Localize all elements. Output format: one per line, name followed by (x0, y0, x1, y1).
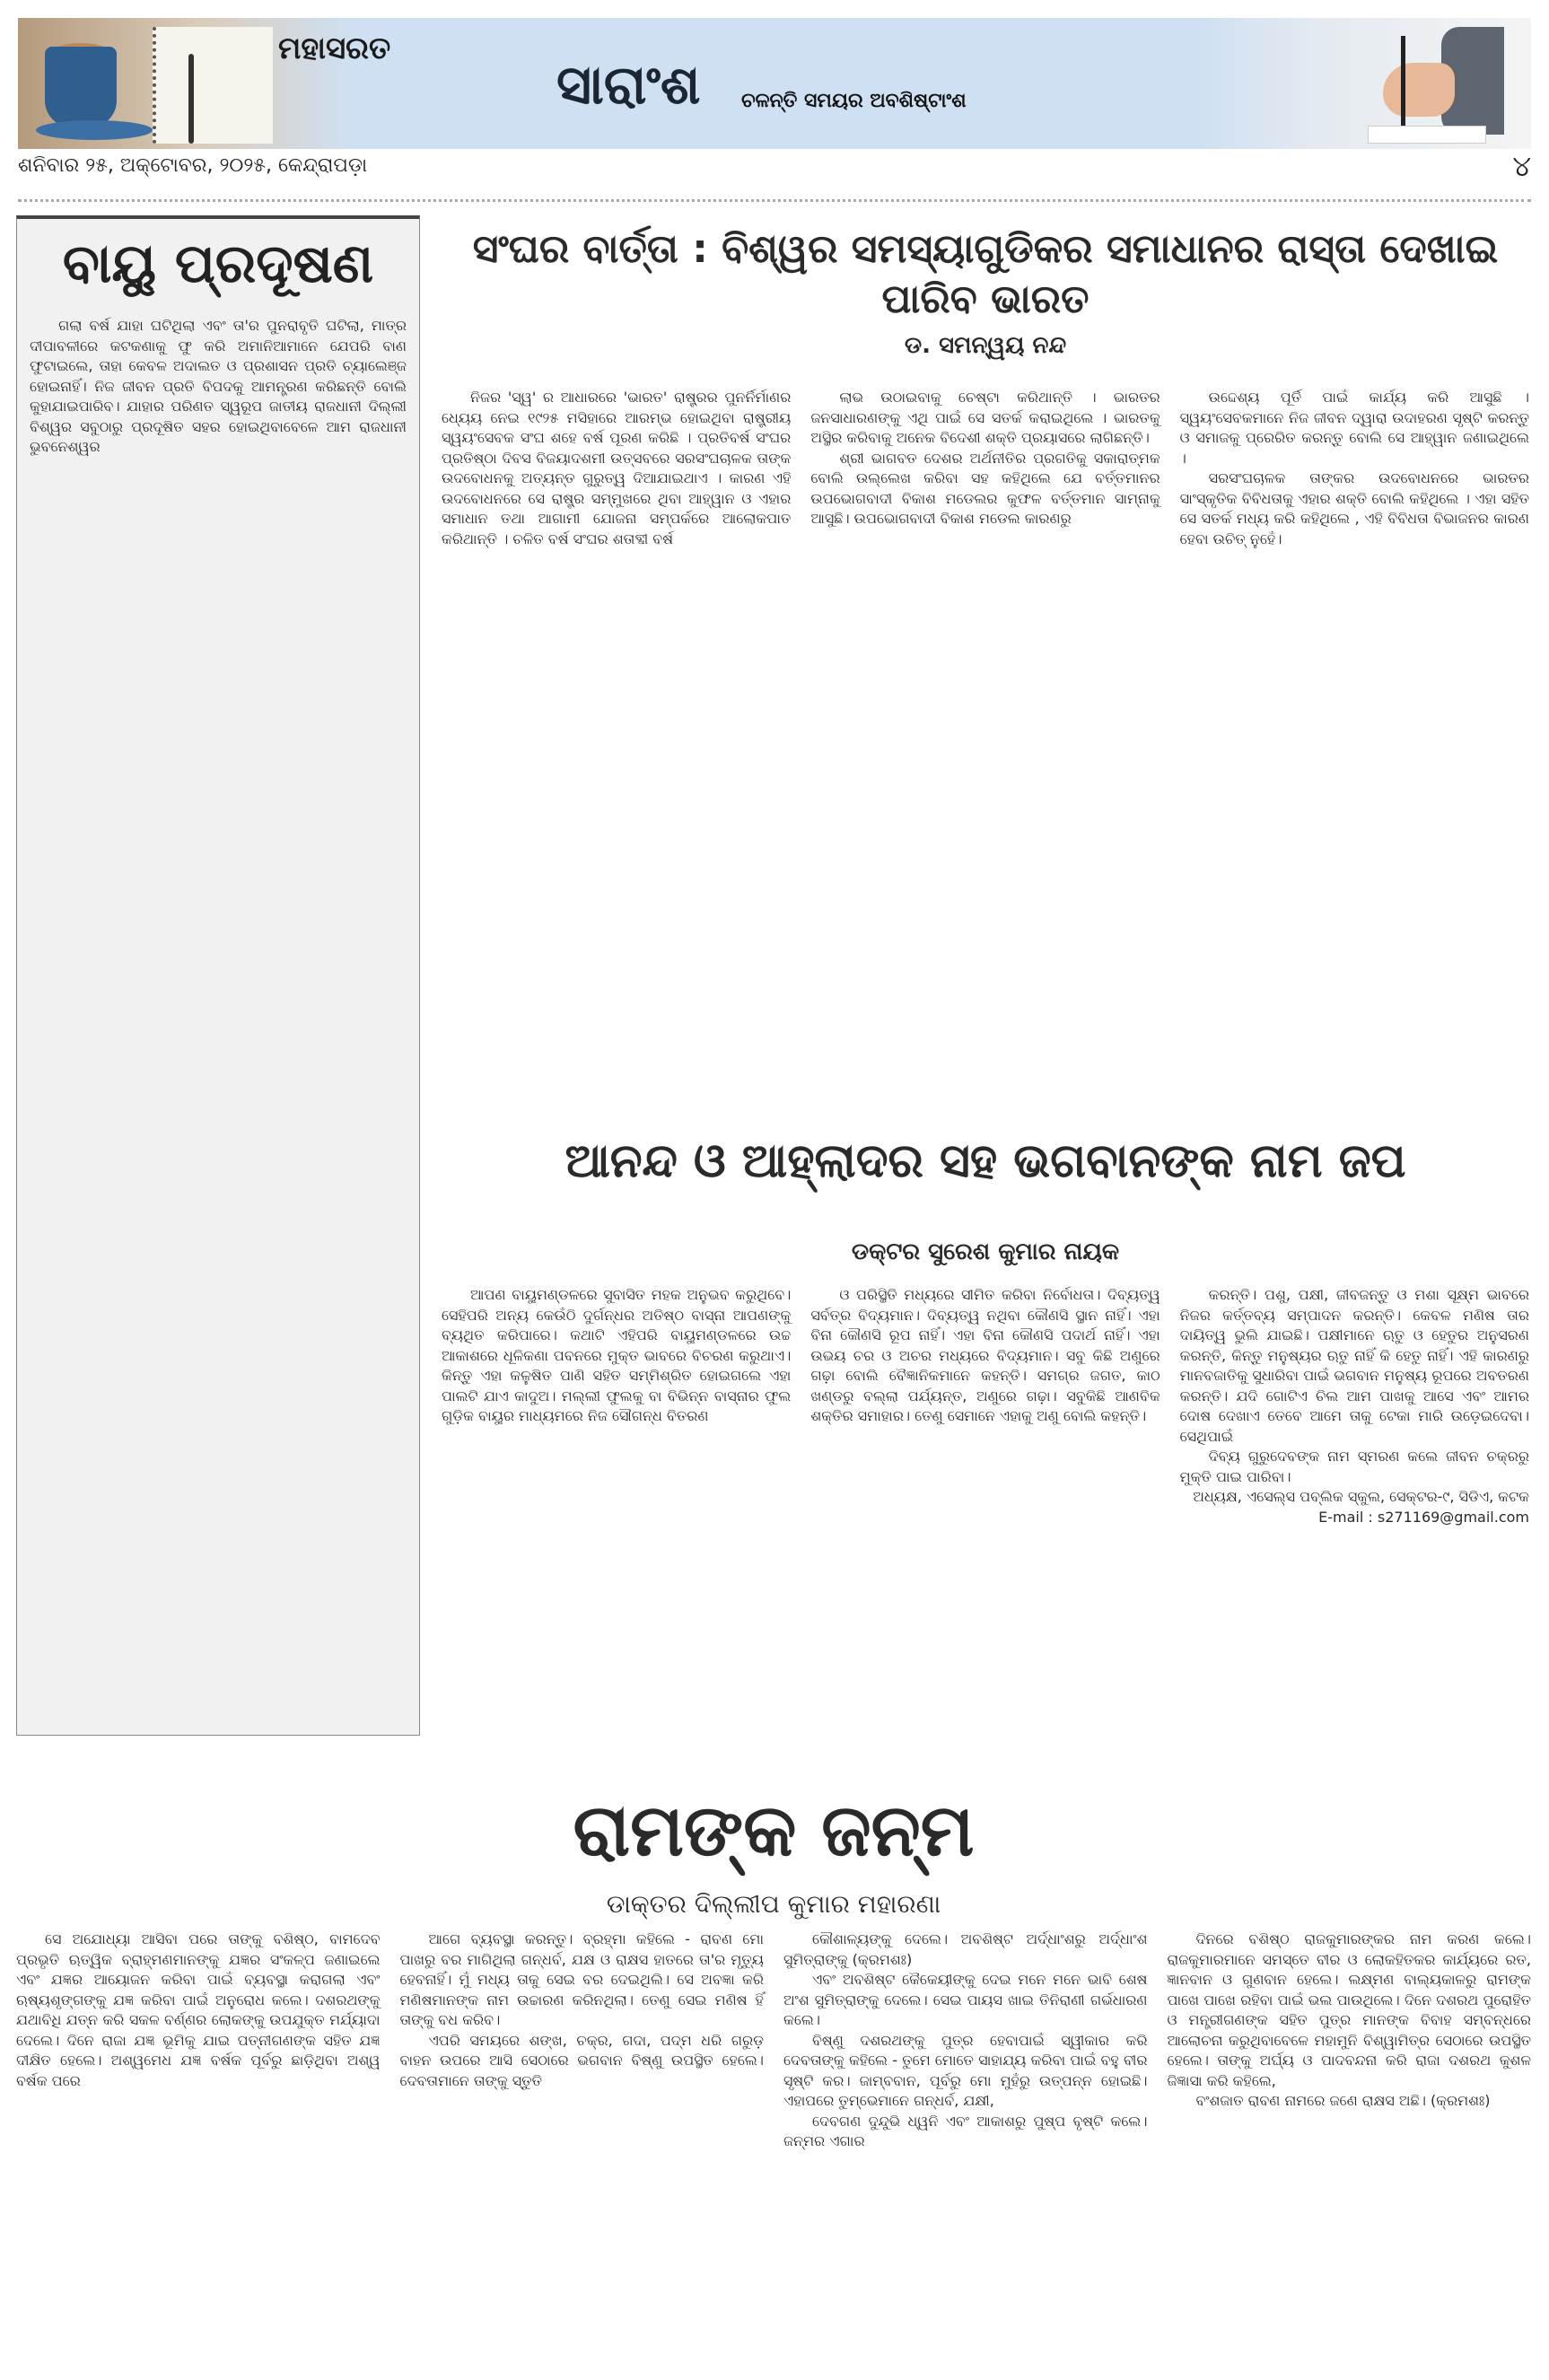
divider (18, 199, 1531, 202)
article-column (1168, 1929, 1532, 2152)
paragraph: ନିଜର 'ସ୍ୱ' ର ଆଧାରରେ 'ଭାରତ' ରାଷ୍ଟ୍ରର ପୁନର୍ନିର୍ମାଣର ଧ୍ୟେୟ ନେଇ ୧୯୨୫ ମସିହାରେ ଆରମ୍ଭ ହୋଇଥିବା ରାଷ୍ଟ୍ରୀୟ ସ୍ୱୟଂସେବକ ସଂଘ ଶହେ ବର୍ଷ ପୂରଣ କରିଛି । ପ୍ରତିବର୍ଷ ସଂଘର ପ୍ରତିଷ୍ଠା ଦିବସ ବିଜୟାଦଶମୀ ଉତ୍ସବରେ ସରସଂଘଚାଳକ ତାଙ୍କ ଉଦବୋଧନକୁ ଅତ୍ୟନ୍ତ ଗୁରୁତ୍ୱ ଦିଆଯାଇଥାଏ । କାରଣ ଏହି ଉଦବୋଧନରେ ସେ ରାଷ୍ଟ୍ର ସମ୍ମୁଖରେ ଥିବା ଆହ୍ୱାନ ଓ ଏହାର ସମାଧାନ ତଥା ଆଗାମୀ ଯୋଜନା ସମ୍ପର୍କରେ ଆଲୋକପାତ କରିଥାନ୍ତି । ଚଳିତ ବର୍ଷ ସଂଘର ଶତାବ୍ଦୀ ବର୍ଷ (442, 389, 792, 547)
paragraph: ଏବଂ ଅବଶିଷ୍ଟ କୈକେୟୀଙ୍କୁ ଦେଇ ମନେ ମନେ ଭାବି ଶେଷ ଅଂଶ ସୁମିତ୍ରାଙ୍କୁ ଦେଲେ। ସେଇ ପାୟସ ଖାଇ ତିନିରାଣୀ ଗର୍ଭଧାରଣ କଲେ। (783, 1971, 1148, 2028)
article2-headline: ଆନନ୍ଦ ଓ ଆହ୍ଲାଦର ସହ ଭଗବାନଙ୍କ ନାମ ଜପ (564, 1134, 1406, 1188)
notebook-image (153, 27, 273, 144)
paragraph: ଆପଣ ବାୟୁମଣ୍ଡଳରେ ସୁବାସିତ ମହକ ଅନୁଭବ କରୁଥିବେ। ସେହିପରି ଅନ୍ୟ କେଉଁଠି ଦୁର୍ଗନ୍ଧର ଅତିଷ୍ଠ ବାସ୍ନା ଆପଣଙ୍କୁ ବ୍ୟଥିତ କରିପାରେ। କଥାଟି ଏହିପରି ବାୟୁମଣ୍ଡଳରେ ଉଚ୍ଚ ଆକାଶରେ ଧୂଳିକଣା ପବନରେ ମୁକ୍ତ ଭାବରେ ବିଚରଣ କରୁଥାଏ। କିନ୍ତୁ ଏହା କଳୁଷିତ ପାଣି ସହିତ ସମ୍ମିଶ୍ରିତ ହୋଇଗଲେ ଏହା ପାଲଟି ଯାଏ କାଦୁଅ। ମଲ୍ଲୀ ଫୁଲକୁ ବା ବିଭିନ୍ନ ବାସ୍ନାର ଫୁଲ ଗୁଡ଼ିକ ବାୟୁର ମାଧ୍ୟମରେ ନିଜ ସୌଗନ୍ଧ ବିତରଣ (442, 1286, 792, 1424)
newspaper-logo: ମହାସରତ (278, 31, 391, 66)
paragraph: କରନ୍ତି। ପଶୁ, ପକ୍ଷୀ, ଜୀବଜନ୍ତୁ ଓ ମଶା ସୂକ୍ଷ୍ମ ଭାବରେ ନିଜର କର୍ତ୍ତବ୍ୟ ସମ୍ପାଦନ କରନ୍ତି। କେବଳ ମଣିଷ ତାର ଦାୟିତ୍ୱ ଭୁଲି ଯାଇଛି। ପକ୍ଷୀମାନେ ଋତୁ ଓ ହେତୁର ଅନୁସରଣ କରନ୍ତି, କିନ୍ତୁ ମନୁଷ୍ୟର ଋତୁ ନାହିଁ କି ହେତୁ ନାହିଁ। ଏହି କାରଣରୁ ମାନବଜାତିକୁ ସୁଧାରିବା ପାଇଁ ଭଗବାନ ମନୁଷ୍ୟ ରୂପରେ ଅବତରଣ କରନ୍ତି। ଯଦି ଗୋଟିଏ ଚିଲ ଆମ ପାଖକୁ ଆସେ ଏବଂ ଆମର ଦୋଷ ଦେଖାଏ ତେବେ ଆମେ ତାକୁ ଟେକା ମାରି ଉଡ଼େଇଦେବା। ସେଥିପାଇଁ (1179, 1286, 1529, 1445)
sidebar-body (30, 316, 407, 458)
article3-body (16, 1929, 1531, 2152)
article2-body (442, 1285, 1529, 1527)
article3-byline: ଡାକ୍ତର ଦିଲ୍ଲୀପ କୁମାର ମହାରଣା (606, 1889, 941, 1919)
paragraph: ଦିବ୍ୟ ଗୁରୁଦେବଙ୍କ ନାମ ସ୍ମରଣ କଲେ ଜୀବନ ଚକ୍ରରୁ ମୁକ୍ତି ପାଇ ପାରିବା। (1179, 1448, 1529, 1485)
section-subtitle: ଚଳନ୍ତି ସମୟର ଅବଶିଷ୍ଟାଂଶ (741, 90, 967, 112)
writing-hand-image (1370, 27, 1504, 144)
author-email[interactable]: E-mail : s271169@gmail.com (1318, 1508, 1529, 1526)
article-column (1180, 388, 1529, 549)
article1-body (442, 388, 1529, 549)
article-column (810, 1285, 1160, 1527)
page-number: ୪ (1512, 149, 1531, 183)
dateline: ଶନିବାର ୨୫, ଅକ୍ଟୋବର, ୨୦୨୫, କେନ୍ଦ୍ରାପଡ଼ା (18, 154, 368, 177)
paragraph: ବିଷ୍ଣୁ ଦଶରଥଙ୍କୁ ପୁତ୍ର ହେବାପାଇଁ ସ୍ୱୀକାର କରି ଦେବତାଙ୍କୁ କହିଲେ - ତୁମେ ମୋତେ ସାହାଯ୍ୟ କରିବା ପାଇଁ ବହୁ ବୀର ସୃଷ୍ଟି କର। ଜାମ୍ବବାନ, ପୂର୍ବରୁ ମୋ ମୁହଁରୁ ଉତ୍ପନ୍ନ ହୋଇଛି। ଏହାପରେ ତୁମ୍ଭେମାନେ ଗନ୍ଧର୍ବ, ଯକ୍ଷୀ, (783, 2031, 1148, 2109)
article2-byline: ଡକ୍ଟର ସୁରେଶ କୁମାର ନାୟକ (851, 1238, 1120, 1265)
pen-image (188, 54, 194, 144)
paragraph: ସେ ଅଯୋଧ୍ୟା ଆସିବା ପରେ ତାଙ୍କୁ ବଶିଷ୍ଠ, ବାମଦେବ ପ୍ରଭୃତି ଋତ୍ୱିକ ବ୍ରାହ୍ମଣମାନଙ୍କୁ ଯଜ୍ଞର ସଂକଳ୍ପ ଜଣାଇଲେ ଏବଂ ଯଜ୍ଞର ଆୟୋଜନ କରିବା ପାଇଁ ବ୍ୟବସ୍ଥା କରାଗଲା ଏବଂ ଋଷ୍ୟଶୃଙ୍ଗଙ୍କୁ ଯଜ୍ଞ କରିବା ପାଇଁ ଅନୁରୋଧ କଲେ। ଦଶରଥଙ୍କୁ ଯଥାବିଧି ଯତ୍ନ କରି ସକଳ ବର୍ଣ୍ଣର ଲୋକଙ୍କୁ ଉପଯୁକ୍ତ ମର୍ଯ୍ୟାଦା ଦେଲେ। ଦିନେ ରାଜା ଯଜ୍ଞ ଭୂମିକୁ ଯାଇ ପତ୍ନୀଗଣଙ୍କ ସହିତ ଯଜ୍ଞ ଦୀକ୍ଷିତ ହେଲେ। ଅଶ୍ୱମେଧ ଯଜ୍ଞ ବର୍ଷକ ପୂର୍ବରୁ ଛାଡ଼ିଥିବା ଅଶ୍ୱ ବର୍ଷକ ପରେ (16, 1930, 381, 2089)
article-column (442, 1285, 791, 1527)
paragraph: ବଂଶଜାତ ରାବଣ ନାମରେ ଜଣେ ରାକ୍ଷସ ଅଛି। (କ୍ରମଶଃ) (1195, 2092, 1491, 2109)
editorial-sidebar (16, 215, 420, 1736)
article-column (810, 388, 1160, 549)
article3-headline: ରାମଙ୍କ ଜନ୍ମ (573, 1789, 975, 1872)
sidebar-title: ବାୟୁ ପ୍ରଦୂଷଣ (62, 232, 374, 295)
paragraph: ଦିନରେ ବଶିଷ୍ଠ ରାଜକୁମାରଙ୍କର ନାମ କରଣ କଲେ। ରାଜକୁମାରମାନେ ସମସ୍ତେ ବୀର ଓ ଲୋକହିତକର କାର୍ଯ୍ୟରେ ରତ, ଜ୍ଞାନବାନ ଓ ଗୁଣବାନ ହେଲେ। ଲକ୍ଷ୍ମଣ ବାଲ୍ୟକାଳରୁ ରାମଙ୍କ ପାଖେ ପାଖେ ରହିବା ପାଇଁ ଭଲ ପାଉଥିଲେ। ଦିନେ ଦଶରଥ ପୁରୋହିତ ଓ ମନ୍ତ୍ରୀଗଣଙ୍କ ସହିତ ପୁତ୍ର ମାନଙ୍କ ବିବାହ ସମ୍ବନ୍ଧରେ ଆଲୋଚନା କରୁଥିବାବେଳେ ମହାମୁନି ବିଶ୍ୱାମିତ୍ର ସେଠାରେ ଉପସ୍ଥିତ ହେଲେ। ତାଙ୍କୁ ଅର୍ଘ୍ୟ ଓ ପାଦବନ୍ଦନା କରି ରାଜା ଦଶରଥ କୁଶଳ ଜିଜ୍ଞାସା କରି କହିଲେ, (1167, 1930, 1531, 2089)
paragraph: ଉଦ୍ଦେଶ୍ୟ ପୂର୍ତି ପାଇଁ କାର୍ଯ୍ୟ କରି ଆସୁଛି । ସ୍ୱୟଂସେବକମାନେ ନିଜ ଜୀବନ ଦ୍ୱାରା ଉଦାହରଣ ସୃଷ୍ଟି କରନ୍ତୁ ଓ ସମାଜକୁ ପ୍ରେରିତ କରନ୍ତୁ ବୋଲି ସେ ଆହ୍ୱାନ ଜଣାଇଥିଲେ । (1179, 389, 1529, 467)
paragraph: ଏପରି ସମୟରେ ଶଙ୍ଖ, ଚକ୍ର, ଗଦା, ପଦ୍ମ ଧରି ଗରୁଡ଼ ବାହନ ଉପରେ ଆସି ସେଠାରେ ଭଗବାନ ବିଷ୍ଣୁ ଉପସ୍ଥିତ ହେଲେ। ଦେବତାମାନେ ତାଙ୍କୁ ସ୍ତୁତି (399, 2031, 764, 2089)
article-column (400, 1929, 765, 2152)
article1-byline: ଡ. ସମନ୍ୱୟ ନନ୍ଦ (904, 332, 1067, 359)
paragraph: ସରସଂଘଚାଳକ ତାଙ୍କର ଉଦବୋଧନରେ ଭାରତର ସାଂସ୍କୃତିକ ବିବିଧତାକୁ ଏହାର ଶକ୍ତି ବୋଲି କହିଥିଲେ । ଏହା ସହିତ ସେ ସତର୍କ ମଧ୍ୟ କରି କହିଥିଲେ , ଏହି ବିବିଧତା ବିଭାଜନର କାରଣ ହେବା ଉଚିତ୍ ନୁହେଁ। (1179, 469, 1529, 547)
coffee-cup-image (36, 38, 144, 136)
author-title: ଅଧ୍ୟକ୍ଷ, ଏସେଲ୍ସ ପବ୍ଲିକ ସ୍କୁଲ, ସେକ୍ଟର-୯, ସିଡିଏ, କଟକ (1193, 1488, 1529, 1505)
article-column (442, 388, 791, 549)
paragraph: ଆଗେ ବ୍ୟବସ୍ଥା କରନ୍ତୁ। ବ୍ରହ୍ମା କହିଲେ - ରାବଣ ମୋ ପାଖରୁ ବର ମାଗିଥିଲା ଗନ୍ଧର୍ବ, ଯକ୍ଷ ଓ ରାକ୍ଷସ ହାତରେ ତା'ର ମୃତ୍ୟୁ ହେବନାହିଁ। ମୁଁ ମଧ୍ୟ ତାକୁ ସେଇ ବର ଦେଇଥିଲି। ସେ ଅବଜ୍ଞା କରି ମଣିଷମାନଙ୍କ ନାମ ଉଚ୍ଚାରଣ କରିନଥିଲା। ତେଣୁ ସେଇ ମଣିଷ ହିଁ ତାଙ୍କୁ ବଧ କରିବ। (399, 1930, 764, 2028)
paragraph: ଲାଭ ଉଠାଇବାକୁ ଚେଷ୍ଟା କରିଥାନ୍ତି । ଭାରତର ଜନସାଧାରଣଙ୍କୁ ଏଥି ପାଇଁ ସେ ସତର୍କ କରାଇଥିଲେ । ଭାରତକୁ ଅସ୍ଥିର କରିବାକୁ ଅନେକ ବିଦେଶୀ ଶକ୍ତି ପ୍ରୟାସରେ ଲାଗିଛନ୍ତି। (810, 389, 1160, 446)
paragraph: ଓ ପରିସ୍ଥିତି ମଧ୍ୟରେ ସୀମିତ କରିବା ନିର୍ବୋଧତା। ଦିବ୍ୟତ୍ୱ ସର୍ବତ୍ର ବିଦ୍ୟମାନ। ଦିବ୍ୟତ୍ୱ ନଥିବା କୌଣସି ସ୍ଥାନ ନାହିଁ। ଏହା ବିନା କୌଣସି ରୂପ ନାହିଁ। ଏହା ବିନା କୌଣସି ପଦାର୍ଥ ନାହିଁ। ଏହା ଉଭୟ ଚର ଓ ଅଚର ମଧ୍ୟରେ ବିଦ୍ୟମାନ। ସବୁ କିଛି ଅଣୁରେ ଗଢ଼ା ବୋଲି ବୈଜ୍ଞାନିକମାନେ କହନ୍ତି। ସମଗ୍ର ଜଗତ, କାଠ ଖଣ୍ଡରୁ ବଲ୍ଲା ପର୍ଯ୍ୟନ୍ତ, ଅଣୁରେ ଗଢ଼ା। ସବୁକିଛି ଆଣବିକ ଶକ୍ତିର ସମାହାର। ତେଣୁ ସେମାନେ ଏହାକୁ ଅଣୁ ବୋଲି କହନ୍ତି। (810, 1286, 1160, 1424)
article-column (783, 1929, 1148, 2152)
paragraph: ଶ୍ରୀ ଭାଗବତ ଦେଶର ଅର୍ଥନୀତିର ପ୍ରଗତିକୁ ସକାରାତ୍ମକ ବୋଲି ଉଲ୍ଲେଖ କରିବା ସହ କହିଥିଲେ ଯେ ବର୍ତ୍ତମାନର ଉପଭୋଗବାଦୀ ବିକାଶ ମଡେଲର କୁଫଳ ବର୍ତ୍ତମାନ ସାମ୍ନାକୁ ଆସୁଛି। ଉପଭୋଗବାଦୀ ବିକାଶ ମଡେଲ କାରଣରୁ (810, 449, 1160, 527)
paragraph: କୌଶାଳ୍ୟଙ୍କୁ ଦେଲେ। ଅବଶିଷ୍ଟ ଅର୍ଦ୍ଧାଂଶରୁ ଅର୍ଦ୍ଧାଂଶ ସୁମିତ୍ରାଙ୍କୁ (କ୍ରମଶଃ) (783, 1930, 1148, 1968)
article-column (1180, 1285, 1529, 1527)
article-column (16, 1929, 381, 2152)
section-title: ସାରାଂଶ (556, 54, 701, 117)
article1-headline: ସଂଘର ବାର୍ତ୍ତା : ବିଶ୍ୱର ସମସ୍ୟାଗୁଡିକର ସମାଧାନର ରାସ୍ତା ଦେଖାଇ ପାରିବ ଭାରତ (472, 226, 1499, 322)
masthead-banner (18, 18, 1531, 149)
paragraph: ଦେବଗଣ ଦୁନ୍ଦୁଭି ଧ୍ୱନି ଏବଂ ଆକାଶରୁ ପୁଷ୍ପ ବୃଷ୍ଟି କଲେ। ଜନ୍ମର ଏଗାର (783, 2112, 1148, 2149)
paragraph: ଗଲା ବର୍ଷ ଯାହା ଘଟିଥିଲା ଏବଂ ତା'ର ପୁନରାବୃତି ଘଟିଲା, ମାତ୍ର ଦୀପାବଳୀରେ କଟକଣାକୁ ଫୁ କରି ଅମାନିଆମାନେ ଯେପରି ବାଣ ଫୁଟାଇଲେ, ତାହା କେବଳ ଅଦାଲତ ଓ ପ୍ରଶାସନ ପ୍ରତି ଚ୍ୟାଲେଞ୍ଜ ହୋଇନାହିଁ। ନିଜ ଜୀବନ ପ୍ରତି ବିପଦକୁ ଆମନ୍ତ୍ରଣ କରିଛନ୍ତି ବୋଲି କୁହାଯାଇପାରିବ। ଯାହାର ପରିଣତ ସ୍ୱରୂପ ଜାତୀୟ ରାଜଧାନୀ ଦିଲ୍ଲୀ ବିଶ୍ୱର ସବୁଠାରୁ ପ୍ରଦୂଷିତ ସହର ହୋଇଥିବାବେଳେ ଆମ ରାଜଧାନୀ ଭୁବନେଶ୍ୱର (30, 317, 407, 455)
